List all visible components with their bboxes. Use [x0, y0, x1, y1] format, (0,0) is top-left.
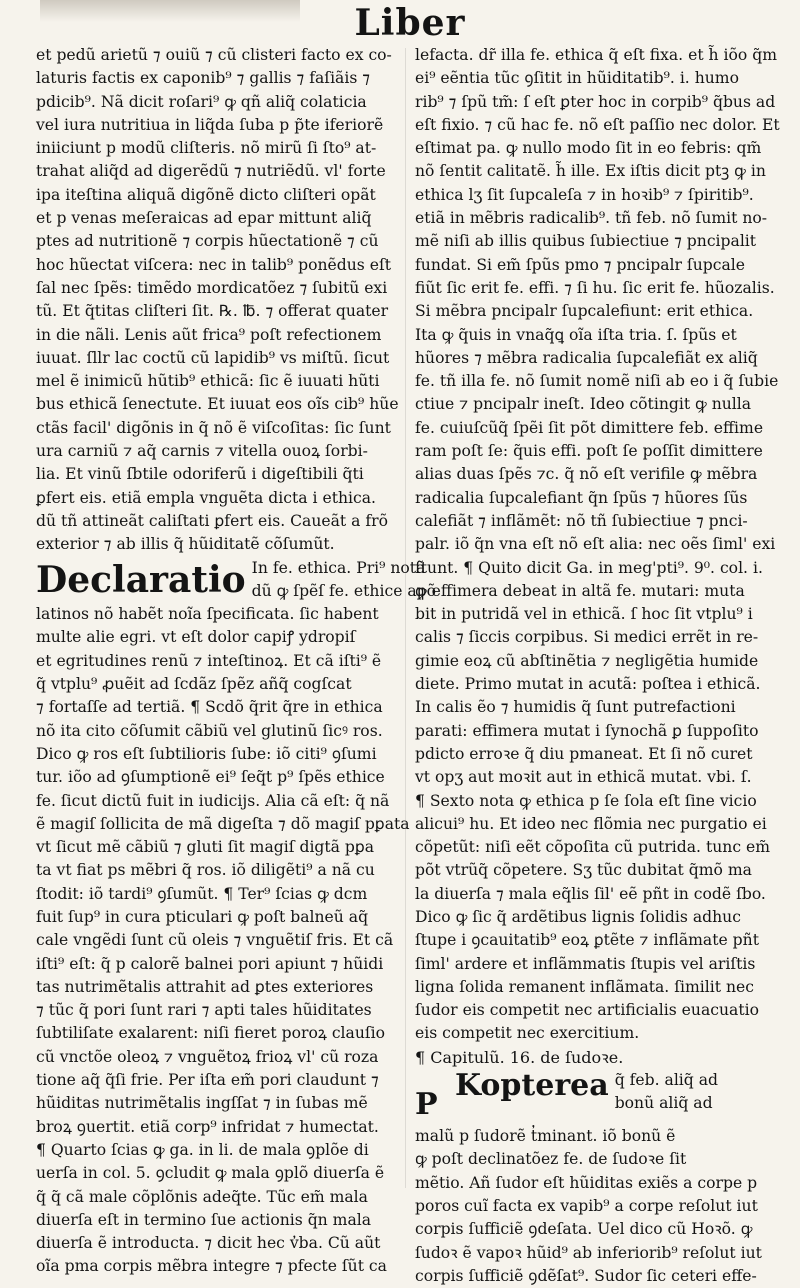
- text-line: mẽ niſi ab illis quibus ſubiectiue ⁊ pncipalit: [415, 232, 757, 251]
- text-line: uerſa in col. 5. ꝯcludit ꝙ mala ꝯplõ diuerſa ẽ: [36, 1164, 385, 1183]
- text-line: calis ⁊ ſiccis corpibus. Si medici errẽt in re‑: [415, 628, 759, 647]
- text-line: multe alie egri. vt eſt dolor capiꝭ ydropiſ: [36, 628, 356, 647]
- text-line: pdicto erroꝛe q̃ diu pmaneat. Et ſi nõ curet: [415, 744, 753, 763]
- text-line: tur. iõo ad ꝯſumptionẽ ei⁹ ſeq̃t p⁹ ſpẽs ethice: [36, 768, 385, 787]
- text-line: radicalia ſupcalefiant q̃n ſpũs ⁊ hũores ſũs: [415, 488, 748, 507]
- running-head: Liber: [354, 2, 466, 44]
- text-line: trahat aliq̃d ad digerẽdũ ⁊ nutriẽdũ. vl' forte: [36, 162, 386, 181]
- text-line: alias duas ſpẽs ⁊c. q̃ nõ eſt verifile ꝙ mẽbra: [415, 465, 758, 484]
- text-line: põt vtrũq̃ cõpetere. Sʒ tũc dubitat q̃mõ ma: [415, 861, 752, 880]
- text-line: oĩa pma corpis mẽbra integre ⁊ pfecte ſũt ca: [36, 1257, 387, 1276]
- text-line: fundat. Si em̃ ſpũs pmo ⁊ pncipalr ſupcale: [415, 255, 745, 274]
- text-line: fe. ſicut dictũ fuit in iudicijs. Alia cã eſt: q̃ nã: [36, 791, 390, 810]
- text-line: ethica lʒ ſit ſupcaleſa ⁊ in hoꝛib⁹ ⁊ ſpiritib⁹.: [415, 185, 754, 204]
- text-line: tione aq̃ q̃ſi frie. Per iſta em̃ pori claudunt ⁊: [36, 1071, 379, 1090]
- text-line: ſtunt. ¶ Quito dicit Ga. in meg'pti⁹. 9⁰. col. i.: [415, 558, 763, 577]
- text-line: ꝙ poſt declinatõez fe. de ſudoꝛe ſit: [415, 1150, 687, 1169]
- initial-letter: P: [415, 1087, 438, 1123]
- text-line: bus ethicã ſenectute. Et iuuat eos oĩs cib⁹ hũe: [36, 395, 399, 414]
- text-line: ⁊ fortaſſe ad tertiã. ¶ Scdõ q̃rit q̃re in ethica: [36, 698, 383, 717]
- text-line: iuuat. ſllr lac coctũ cũ lapidib⁹ vs miſtũ. ſicut: [36, 348, 390, 367]
- kopterea-word: Kopterea: [455, 1068, 609, 1104]
- text-line: fuit ſup⁹ in cura pticulari ꝙ poſt balneũ aq̃: [36, 907, 369, 926]
- text-line: corpis ſufficiẽ ꝯdẽſat⁹. Sudor ſic ceteri effe‑: [415, 1266, 757, 1285]
- text-line: et p venas meſeraicas ad epar mittunt aliq̃: [36, 209, 372, 228]
- text-line: ſubtiliſate exalarent: niſi fieret poroꝝ clauſio: [36, 1024, 386, 1043]
- text-line: la diuerſa ⁊ mala eq̃lis ſil' eẽ pñt in codẽ ſbo.: [415, 884, 766, 903]
- text-line: diuerſa eſt in termino ſue actionis q̃n mala: [36, 1210, 372, 1229]
- chapter-heading: ¶ Capitulũ. 16. de ſudoꝛe.: [415, 1047, 624, 1067]
- text-line: q̃ feb. aliq̃ ad: [614, 1071, 719, 1090]
- text-line: rib⁹ ⁊ ſpũ tm̃: ſ eſt ꝑter hoc in corpib⁹ q̃bus ad: [415, 92, 776, 111]
- text-line: Dico ꝙ ſic q̃ ardẽtibus lignis ſolidis adhuc: [415, 907, 741, 926]
- text-line: ꝙ effimera debeat in altã fe. mutari: muta: [415, 581, 745, 600]
- text-line: broꝝ ꝯuertit. etiã corp⁹ infridat ⁊ humectat.: [36, 1117, 379, 1136]
- kopterea-block: [415, 1069, 775, 1125]
- text-line: ſtodit: iõ tardi⁹ ꝯſumũt. ¶ Ter⁹ ſcias ꝙ dcm: [36, 884, 368, 903]
- text-line: exterior ⁊ ab illis q̃ hũiditatẽ cõſumũt.: [36, 535, 335, 554]
- text-line: lia. Et vinũ ſbtile odoriferũ i digeſtibili q̃ti: [36, 465, 364, 484]
- text-line: ctãs facil' digõnis in q̃ nõ ẽ viſcoſitas: ſic ſunt: [36, 418, 391, 437]
- text-line: latinos nõ habẽt noĩa ſpecificata. ſic habent: [36, 605, 379, 624]
- text-line: et pedũ arietũ ⁊ ouiũ ⁊ cũ clisteri facto ex co‑: [36, 46, 392, 64]
- text-line: tas nutrimẽtalis attrahit ad ꝑtes exteriores: [36, 977, 374, 996]
- text-line: mel ẽ inimicũ hũtib⁹ ethicã: ſic ẽ iuuati hũti: [36, 372, 380, 391]
- text-line: ipa iteſtina aliquã digõnẽ dicto cliſteri opãt: [36, 185, 376, 204]
- text-line: vt ſicut mẽ cãbiũ ⁊ gluti ſit magiſ digtã pꝑa: [36, 838, 375, 857]
- text-line: cũ vnctõe oleoꝝ ⁊ vnguẽtoꝝ frioꝝ vl' cũ roza: [36, 1047, 379, 1066]
- text-line: alicui⁹ hu. Et ideo nec flõmia nec purgatio ei: [415, 814, 767, 833]
- right-text-before: [415, 44, 780, 1046]
- text-line: et egritudines renũ ⁊ inteſtinoꝝ. Et cã iſti⁹ ẽ: [36, 651, 382, 670]
- text-line: dũ tñ attineãt caliſtati ꝑfert eis. Caueãt a frõ: [36, 511, 389, 530]
- declaratio-block: [36, 557, 437, 604]
- text-line: ctiue ⁊ pncipalr ineſt. Ideo cõtingit ꝙ nulla: [415, 395, 752, 414]
- text-line: gimie eoꝝ cũ abſtinẽtia ⁊ negligẽtia humide: [415, 651, 759, 670]
- text-line: q̃ q̃ cã male cõplõnis adeq̃te. Tũc em̃ mala: [36, 1187, 368, 1206]
- text-line: ei⁹ eẽntia tũc ꝯſitit in hũiditatib⁹. i. humo: [415, 69, 739, 88]
- kopterea-side-text: [615, 1069, 718, 1116]
- text-line: poros cuĩ facta ex vapib⁹ a corpe reſolut iut: [415, 1196, 758, 1215]
- text-line: malũ p ſudorẽ t̓minant. iõ bonũ ẽ: [415, 1127, 676, 1146]
- text-line: ta vt fiat ps mẽbri q̃ ros. iõ diligẽti⁹ a nã cu: [36, 861, 375, 880]
- declaratio-side-text: [252, 557, 436, 604]
- text-line: Si mẽbra pncipalr ſupcalefiunt: erit ethica.: [415, 302, 754, 321]
- text-line: tũ. Et q̃titas cliſteri ſit. ℞. ℔. ⁊ offerat quater: [36, 302, 389, 321]
- text-line: Dico ꝙ ros eſt ſubtilioris ſube: iõ citi⁹ ꝯſumi: [36, 744, 377, 763]
- text-line: ligna ſolida remanent inflãmata. ſimilit nec: [415, 977, 754, 996]
- text-line: diuerſa ẽ introducta. ⁊ dicit hec v̓ba. Cũ aũt: [36, 1234, 381, 1253]
- text-line: vel iura nutritiua in liq̃da ſuba p p̃te iferiorẽ: [36, 115, 384, 134]
- text-line: bit in putridã vel in ethicã. ſ hoc ſit vtplu⁹ i: [415, 605, 753, 624]
- text-line: etiã in mẽbris radicalib⁹. tñ feb. nõ ſumit no‑: [415, 209, 768, 228]
- text-line: pdicib⁹. Nã dicit roſari⁹ ꝙ qñ aliq̃ colaticia: [36, 92, 367, 111]
- text-line: ¶ Sexto nota ꝙ ethica p ſe ſola eſt ſine vicio: [415, 791, 757, 810]
- text-line: ¶ Quarto ſcias ꝙ ga. in li. de mala ꝯplõe di: [36, 1140, 369, 1159]
- text-line: cale vngẽdi ſunt cũ oleis ⁊ vnguẽtiſ fris. Et cã: [36, 931, 394, 950]
- text-line: fiũt ſic erit fe. effi. ⁊ ſi hu. ſic erit fe. hũozalis.: [415, 278, 775, 297]
- text-line: parati: effimera mutat i ſynochã ꝑ ſuppoſito: [415, 721, 759, 740]
- text-line: iniiciunt p modũ cliſteris. nõ mirũ ſi ſto⁹ at‑: [36, 139, 377, 158]
- text-line: nõ ita cito cõſumit cãbiũ vel glutinũ ſicꝰ ros.: [36, 721, 383, 740]
- text-line: dũ ꝙ ſpẽſ fe. ethice apõ: [251, 581, 437, 600]
- text-line: cõpetũt: niſi eẽt cõpoſita cũ putrida. tunc em̃: [415, 838, 771, 857]
- text-line: ⁊ tũc q̃ pori ſunt rari ⁊ apti tales hũiditates: [36, 1001, 372, 1020]
- text-line: ẽ magiſ ſollicita de mã digeſta ⁊ dõ magiſ pꝑata: [36, 814, 410, 833]
- text-line: ura carniũ ⁊ aq̃ carnis ⁊ vitella ouoꝝ ſorbi‑: [36, 442, 368, 461]
- scan-smudge: [40, 0, 300, 22]
- text-line: hũiditas nutrimẽtalis ingſſat ⁊ in ſubas mẽ: [36, 1094, 368, 1113]
- text-line: fe. tñ illa fe. nõ ſumit nomẽ niſi ab eo i q̃ ſubie: [415, 372, 779, 391]
- text-line: mẽtio. Añ ſudor eſt hũiditas exiẽs a corpe p: [415, 1173, 758, 1192]
- left-text-after: [36, 603, 410, 1279]
- text-line: bonũ aliq̃ ad: [614, 1094, 713, 1113]
- text-line: calefiãt ⁊ inflãmẽt: nõ tñ ſubiectiue ⁊ pnci‑: [415, 511, 748, 530]
- text-line: diete. Primo mutat in acutã: poſtea i ethicã.: [415, 675, 761, 694]
- text-line: palr. iõ q̃n vna eſt nõ eſt alia: nec oẽs ſiml' exi: [415, 535, 776, 554]
- text-line: hũores ⁊ mẽbra radicalia ſupcalefiãt ex aliq̃: [415, 348, 758, 367]
- text-line: laturis factis ex caponib⁹ ⁊ gallis ⁊ faſiãis ⁊: [36, 69, 371, 88]
- text-line: iſti⁹ eſt: q̃ p calorẽ balnei pori apiunt ⁊ hũidi: [36, 954, 384, 973]
- text-line: ſudor eis competit nec artificialis euacuatio: [415, 1001, 759, 1020]
- right-column: [415, 44, 780, 1285]
- text-line: nõ ſentit calitatẽ. h̃ ille. Ex iſtis dicit ptꝫ ꝙ in: [415, 162, 766, 181]
- left-text-before: [36, 44, 404, 557]
- text-line: ſiml' ardere et inflãmmatis ſtupis vel ariſtis: [415, 954, 756, 973]
- text-line: ſal nec ſpẽs: timẽdo mordicatõez ⁊ ſubitũ exi: [36, 278, 388, 297]
- text-line: hoc hũectat viſcera: nec in talib⁹ ponẽdus eſt: [36, 255, 392, 274]
- text-line: q̃ vtplu⁹ ꝓuẽit ad ſcdãz ſpẽz añq̃ cogſcat: [36, 675, 352, 694]
- text-line: ſtupe i ꝯcauitatib⁹ eoꝝ ꝑtẽte ⁊ inflãmate pñt: [415, 931, 759, 950]
- text-line: vt opʒ aut moꝛit aut in ethicã mutat. vbi. ſ.: [415, 768, 752, 787]
- right-text-after: [415, 1125, 775, 1288]
- text-line: ptes ad nutritionẽ ⁊ corpis hũectationẽ ⁊ cũ: [36, 232, 379, 251]
- text-line: In fe. ethica. Pri⁹ notã: [251, 558, 426, 577]
- left-column: [36, 44, 437, 1276]
- text-line: in die nãli. Lenis aũt frica⁹ poſt refectionem: [36, 325, 382, 344]
- text-line: fe. cuiuſcũq̃ ſpẽi ſit põt dimittere feb. effime: [415, 418, 764, 437]
- declaratio-heading: Declaratio: [36, 558, 246, 601]
- text-line: ram poſt ſe: q̃uis effi. poſt ſe poſſit dimittere: [415, 442, 763, 461]
- text-line: corpis ſufficiẽ ꝯdeſata. Uel dico cũ Hoꝛõ. ꝙ: [415, 1220, 753, 1239]
- text-line: eſtimat pa. ꝙ nullo modo ſit in eo febris: qm̃: [415, 139, 762, 158]
- text-line: ſudoꝛ ẽ vapoꝛ hũid⁹ ab inferiorib⁹ reſolut iut: [415, 1243, 762, 1262]
- column-gutter: [405, 48, 406, 1188]
- text-line: eſt fixio. ⁊ cũ hac fe. nõ eſt paſſio nec dolor. Et: [415, 115, 780, 134]
- text-line: In calis ẽo ⁊ humidis q̃ ſunt putrefactioni: [415, 698, 736, 717]
- text-line: Ita ꝙ q̃uis in vnaq̃ꝗ oĩa iſta tria. ſ. ſpũs et: [415, 325, 737, 344]
- text-line: ꝑfert eis. etiã empla vnguẽta dicta i ethica.: [36, 488, 376, 507]
- text-line: lefacta. dr̃ illa fe. ethica q̃ eſt fixa. et h̃ iõo q̃m: [415, 46, 778, 64]
- text-line: eis competit nec exercitium.: [415, 1024, 640, 1043]
